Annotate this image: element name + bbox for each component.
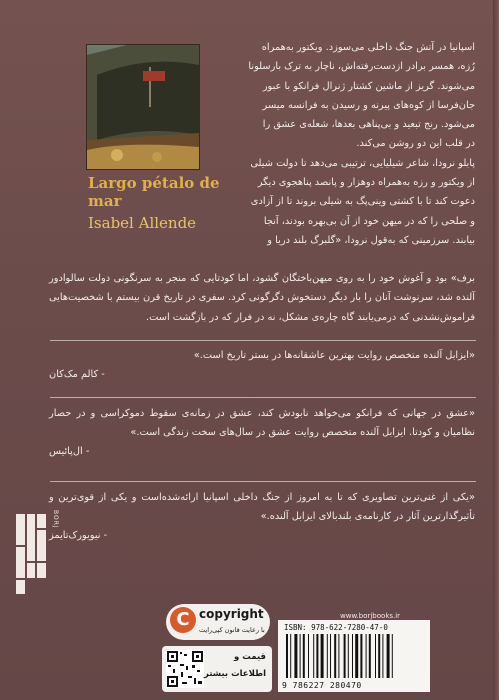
synopsis-line: رُزه، همسر برادر ازدست‌رفته‌اش، ناچار به ترک بارسلونا (248, 61, 475, 73)
divider (50, 397, 476, 398)
qr-label-price: قیمت و (234, 652, 266, 662)
review-source: - کالم مک‌کان (49, 369, 105, 380)
copyright-icon: C (170, 607, 196, 633)
publisher-logo (14, 510, 59, 598)
synopsis-line: از ویکتور و رزه به‌همراه دوهزار و پانصد پناهجوی دیگر (257, 177, 475, 189)
synopsis-line: در قلب این دو روشن می‌کند. (356, 138, 475, 150)
book-author: Isabel Allende (88, 214, 197, 232)
synopsis-line: پابلو نرودا، شاعر شیلیایی، ترتیبی می‌دهد تا دولت شیلی (250, 157, 475, 169)
barcode-icon (284, 634, 424, 678)
publisher-brand: BORJ (52, 510, 59, 529)
book-title: Largo pétalo de mar (88, 174, 220, 210)
publisher-website: www.borjbooks.ir (340, 612, 401, 620)
qr-block (162, 646, 272, 692)
review-quote: «عشق در جهانی که فرانکو می‌خواهد نابودش کند، عشق در زمانه‌ی سقوط دموکراسی و در حصار نظامیان و کودتا. ایزابل آلنده متخصص روایت عشق در سال‌های سخت زندگی است.» (49, 408, 475, 438)
review-quote: «ایزابل آلنده متخصص روایت بهترین عاشقانه‌ها در بستر تاریخ است.» (193, 350, 475, 361)
synopsis-line: اسپانیا در آتش جنگ داخلی می‌سوزد. ویکتور به‌همراه (261, 42, 475, 53)
qr-code-icon (166, 650, 204, 688)
review-2 (49, 404, 475, 461)
synopsis-tail: برف» بود و آغوش خود را به روی میهن‌باختگان گشود، اما کودتایی که منجر به سرنگونی دولت سالوادور آلنده شد، سرنوشت آنان را بار دیگر دستخوش دگرگونی کرد. سفری در تاریخ قرن بیستم با شخصیت‌هایی فراموش‌نشدنی که درمی‌یابند گاه چاره‌ی مشکل، نه در فرار که در بازگشت است. (49, 273, 475, 323)
synopsis-line: جان‌فرسا از کوه‌های پیرنه و رسیدن به فرانسه میسر (262, 99, 475, 111)
synopsis-line: و صلحی را که در میهن خود از آن بی‌بهره بودند، آنجا (263, 215, 475, 227)
qr-label-more-info: اطلاعات بیشتر (204, 669, 266, 679)
copyright-badge (166, 604, 270, 640)
copyright-subtitle: با رعایت قانون کپی‌رایت (199, 626, 265, 634)
review-quote: «یکی از غنی‌ترین تصاویری که تا به امروز از جنگ داخلی اسپانیا ارائه‌شده‌است و یکی از قوی‌ترین و تأثیرگذارترین آثار در کارنامه‌ی بلندبالای ایزابل آلنده.» (49, 492, 475, 522)
review-source: - نیویورک‌تایمز (49, 530, 108, 541)
divider (50, 481, 476, 482)
synopsis-line: دعوت کند تا با کشتی وینی‌پگ به شیلی بروند تا از آزادی (250, 196, 475, 208)
divider (50, 340, 476, 341)
synopsis-line: بیابند. سرزمینی که به‌قول نرودا، «گلبرگ بلند دریا و (267, 234, 475, 246)
synopsis-line: می‌شوند. گریز از ماشین کشتار ژنرال فرانکو با عبور (262, 80, 475, 92)
isbn-text: ISBN: 978-622-7280-47-0 (284, 623, 388, 632)
barcode-digits: 9 786227 280470 (282, 681, 362, 690)
synopsis-line: می‌شود. رنج تبعید و بی‌پناهی بعدها، شعله‌ی عشق را (262, 119, 475, 131)
review-1 (49, 346, 475, 384)
cover-painting (86, 44, 200, 170)
isbn-barcode (278, 620, 430, 692)
copyright-word: copyright (199, 607, 264, 621)
review-source: - ال‌پائیس (49, 446, 90, 457)
publisher-mark-icon (16, 514, 46, 594)
review-3 (49, 488, 475, 545)
cover-edge (493, 0, 499, 700)
